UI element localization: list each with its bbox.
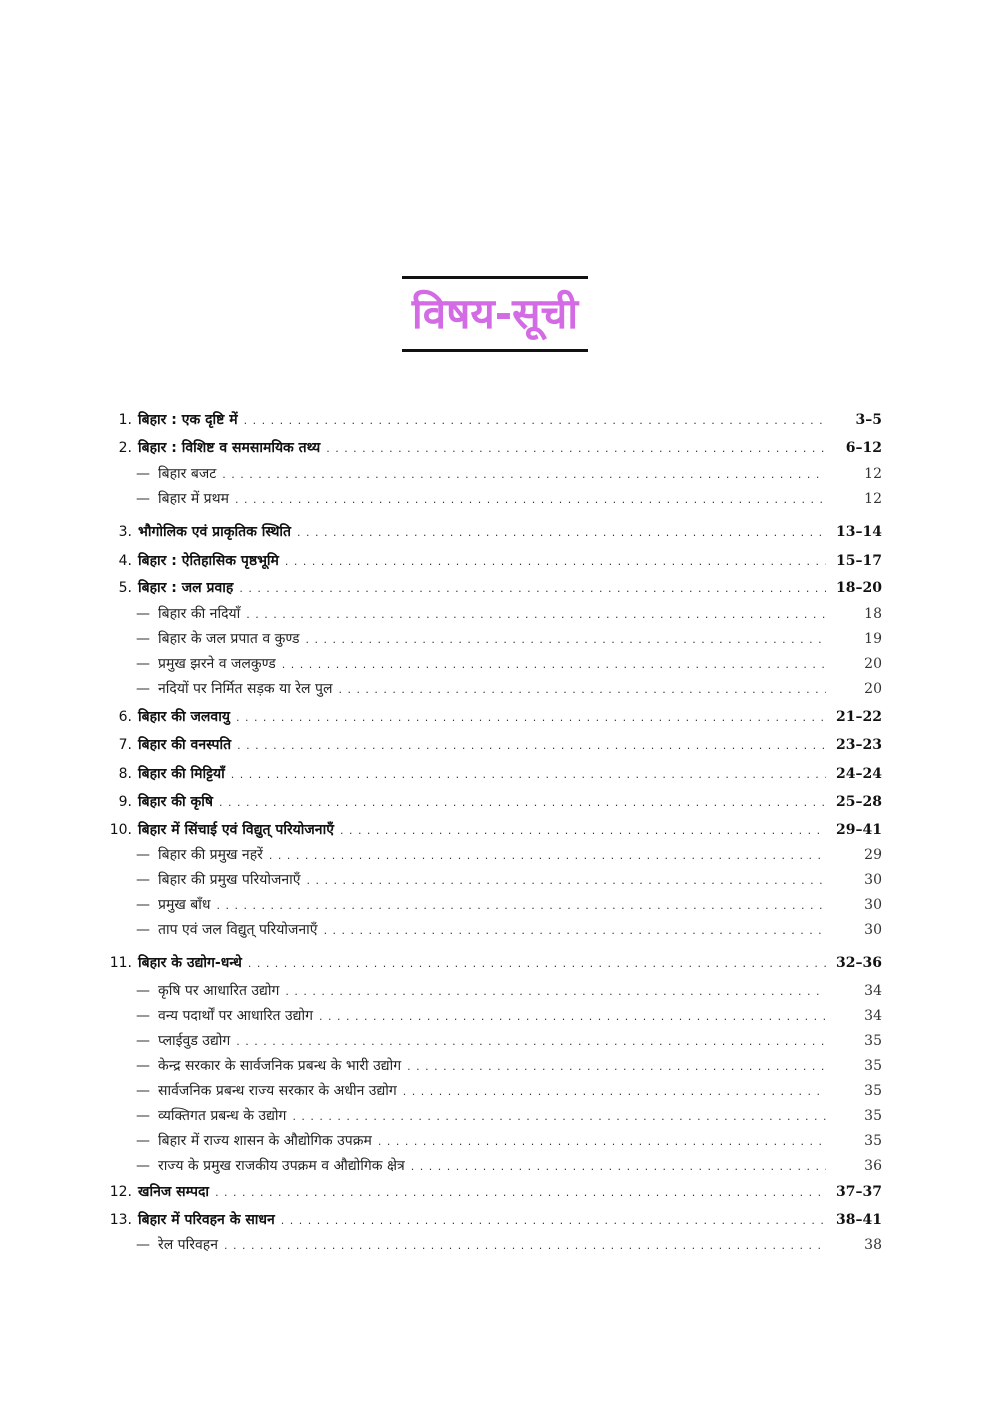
entry-dash: — [136,466,150,482]
toc-subentry [100,843,882,867]
toc-entry [100,733,882,757]
entry-number: 10. [109,822,132,838]
leader-dots [340,819,826,843]
entry-pages: 18 [864,606,882,622]
entry-title: बिहार की वनस्पति [138,737,232,753]
entry-pages: 12 [864,466,882,482]
toc-entry [100,1208,882,1232]
entry-number: 12. [109,1184,132,1200]
entry-title: बिहार की मिट्टियाँ [138,766,225,782]
leader-dots [239,577,826,601]
entry-title: राज्य के प्रमुख राजकीय उपक्रम व औद्योगिक क्षेत्र [158,1158,405,1174]
toc-subentry [100,627,882,651]
toc-entry [100,762,882,786]
toc-entry [100,520,882,544]
entry-number: 8. [118,766,132,782]
entry-pages: 25–28 [836,794,882,810]
entry-dash: — [136,491,150,507]
toc-entry [100,436,882,460]
leader-dots [306,628,827,652]
entry-number: 5. [118,580,132,596]
entry-pages: 20 [864,681,882,697]
leader-dots [237,734,826,758]
toc-subentry [100,602,882,626]
entry-number: 9. [118,794,132,810]
entry-title: बिहार में प्रथम [158,491,229,507]
entry-pages: 38–41 [836,1212,882,1228]
entry-pages: 36 [864,1158,882,1174]
entry-pages: 24–24 [836,766,882,782]
entry-dash: — [136,631,150,647]
toc-subentry [100,1104,882,1128]
leader-dots [324,919,826,943]
entry-pages: 38 [864,1237,882,1253]
entry-pages: 3–5 [855,412,882,428]
entry-title: व्यक्तिगत प्रबन्ध के उद्योग [158,1108,287,1124]
entry-dash: — [136,897,150,913]
leader-dots [215,1181,826,1205]
toc-subentry [100,487,882,511]
entry-dash: — [136,681,150,697]
toc-subentry [100,979,882,1003]
entry-title: सार्वजनिक प्रबन्ध राज्य सरकार के अधीन उद्योग [158,1083,397,1099]
entry-number: 1. [118,412,132,428]
leader-dots [411,1155,826,1179]
entry-number: 2. [118,440,132,456]
leader-dots [216,894,826,918]
leader-dots [378,1130,826,1154]
entry-pages: 35 [864,1033,882,1049]
entry-number: 11. [109,955,132,971]
leader-dots [246,603,826,627]
entry-dash: — [136,922,150,938]
entry-title: बिहार की प्रमुख परियोजनाएँ [158,872,301,888]
toc-subentry [100,893,882,917]
entry-title: प्लाईवुड उद्योग [158,1033,231,1049]
toc-subentry [100,1054,882,1078]
entry-number: 3. [118,524,132,540]
leader-dots [403,1080,826,1104]
entry-dash: — [136,656,150,672]
entry-dash: — [136,1237,150,1253]
toc-subentry [100,868,882,892]
entry-pages: 35 [864,1133,882,1149]
entry-pages: 37–37 [836,1184,882,1200]
entry-title: ताप एवं जल विद्युत् परियोजनाएँ [158,922,318,938]
entry-number: 7. [118,737,132,753]
entry-pages: 34 [864,1008,882,1024]
leader-dots [236,1030,826,1054]
leader-dots [224,1234,826,1258]
leader-dots [326,437,826,461]
entry-pages: 35 [864,1083,882,1099]
leader-dots [248,952,826,976]
entry-dash: — [136,606,150,622]
toc-entry [100,951,882,975]
entry-pages: 29–41 [836,822,882,838]
entry-title: रेल परिवहन [158,1237,218,1253]
toc-entry [100,408,882,432]
entry-pages: 35 [864,1108,882,1124]
entry-dash: — [136,1033,150,1049]
entry-dash: — [136,1158,150,1174]
entry-pages: 12 [864,491,882,507]
leader-dots [307,869,826,893]
leader-dots [269,844,826,868]
leader-dots [407,1055,826,1079]
toc-entry [100,549,882,573]
page-title: विषय-सूची [411,289,579,338]
entry-title: वन्य पदार्थों पर आधारित उद्योग [158,1008,313,1024]
toc-entry [100,576,882,600]
toc-subentry [100,677,882,701]
toc-entry [100,1180,882,1204]
entry-title: भौगोलिक एवं प्राकृतिक स्थिति [138,524,292,540]
entry-pages: 30 [864,872,882,888]
entry-title: बिहार में राज्य शासन के औद्योगिक उपक्रम [158,1133,372,1149]
entry-pages: 15–17 [836,553,882,569]
entry-dash: — [136,1058,150,1074]
toc-subentry [100,462,882,486]
toc-subentry [100,1079,882,1103]
toc-entry [100,705,882,729]
toc-subentry [100,1129,882,1153]
entry-dash: — [136,1108,150,1124]
entry-title: प्रमुख झरने व जलकुण्ड [158,656,276,672]
entry-dash: — [136,1133,150,1149]
leader-dots [222,463,826,487]
entry-pages: 13–14 [836,524,882,540]
toc-subentry [100,918,882,942]
entry-dash: — [136,1083,150,1099]
leader-dots [292,1105,826,1129]
toc-subentry [100,1029,882,1053]
entry-title: खनिज सम्पदा [138,1184,210,1200]
entry-pages: 6–12 [845,440,882,456]
entry-number: 6. [118,709,132,725]
entry-title: बिहार की कृषि [138,794,214,810]
leader-dots [236,706,826,730]
toc-entry [100,818,882,842]
entry-title: कृषि पर आधारित उद्योग [158,983,280,999]
toc-subentry [100,1154,882,1178]
entry-pages: 23–23 [836,737,882,753]
entry-title: नदियों पर निर्मित सड़क या रेल पुल [158,681,333,697]
entry-title: बिहार : एक दृष्टि में [138,412,238,428]
entry-pages: 35 [864,1058,882,1074]
entry-pages: 34 [864,983,882,999]
leader-dots [297,521,826,545]
entry-pages: 29 [864,847,882,863]
entry-title: केन्द्र सरकार के सार्वजनिक प्रबन्ध के भारी उद्योग [158,1058,402,1074]
toc-entry [100,790,882,814]
entry-title: बिहार में परिवहन के साधन [138,1212,275,1228]
entry-dash: — [136,1008,150,1024]
toc-subentry [100,652,882,676]
entry-title: बिहार की जलवायु [138,709,230,725]
entry-pages: 20 [864,656,882,672]
entry-pages: 30 [864,922,882,938]
entry-title: बिहार : विशिष्ट व समसामयिक तथ्य [138,440,321,456]
entry-title: बिहार : जल प्रवाह [138,580,234,596]
leader-dots [282,653,826,677]
leader-dots [319,1005,826,1029]
entry-number: 4. [118,553,132,569]
entry-title: बिहार में सिंचाई एवं विद्युत् परियोजनाएँ [138,822,334,838]
entry-title: बिहार : ऐतिहासिक पृष्ठभूमि [138,553,279,569]
entry-title: बिहार की नदियाँ [158,606,241,622]
entry-pages: 21–22 [836,709,882,725]
entry-dash: — [136,847,150,863]
leader-dots [285,980,826,1004]
entry-number: 13. [109,1212,132,1228]
leader-dots [281,1209,826,1233]
leader-dots [219,791,826,815]
entry-dash: — [136,872,150,888]
entry-pages: 30 [864,897,882,913]
entry-title: बिहार के जल प्रपात व कुण्ड [158,631,300,647]
entry-pages: 18–20 [836,580,882,596]
leader-dots [244,409,826,433]
entry-title: प्रमुख बाँध [158,897,211,913]
leader-dots [231,763,826,787]
toc-subentry [100,1004,882,1028]
leader-dots [285,550,826,574]
toc-subentry [100,1233,882,1257]
entry-pages: 32–36 [836,955,882,971]
entry-title: बिहार बजट [158,466,217,482]
entry-title: बिहार के उद्योग-धन्धे [138,955,242,971]
entry-pages: 19 [864,631,882,647]
leader-dots [235,488,826,512]
leader-dots [338,678,826,702]
entry-title: बिहार की प्रमुख नहरें [158,847,263,863]
entry-dash: — [136,983,150,999]
